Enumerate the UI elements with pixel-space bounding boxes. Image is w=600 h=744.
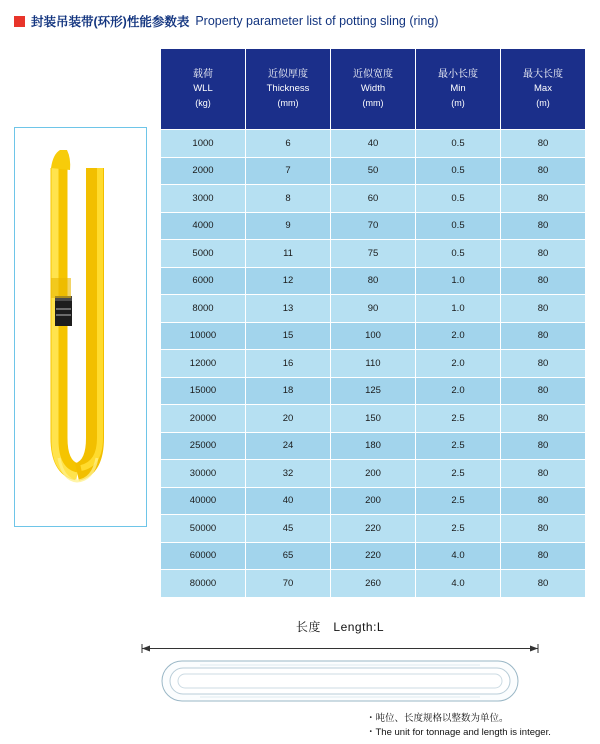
header-unit: (m) <box>536 98 550 109</box>
table-row <box>161 460 586 488</box>
page-title <box>14 12 439 30</box>
table-row <box>161 185 586 213</box>
cell-max-length: 80 <box>501 322 586 350</box>
header-en: Width <box>360 83 386 95</box>
cell-width: 80 <box>331 267 416 295</box>
cell-wll: 6000 <box>161 267 246 295</box>
cell-min-length: 2.5 <box>416 460 501 488</box>
header-cn: 近似厚度 <box>268 68 308 80</box>
product-photo-box <box>14 127 147 527</box>
cell-thickness: 15 <box>246 322 331 350</box>
cell-min-length: 0.5 <box>416 157 501 185</box>
cell-wll: 10000 <box>161 322 246 350</box>
cell-thickness: 9 <box>246 212 331 240</box>
spec-table-wrapper <box>160 48 586 598</box>
spec-table-head <box>161 49 586 130</box>
cell-wll: 25000 <box>161 432 246 460</box>
table-row <box>161 377 586 405</box>
table-row <box>161 295 586 323</box>
header-cn: 最小长度 <box>438 68 478 80</box>
cell-width: 60 <box>331 185 416 213</box>
cell-min-length: 2.5 <box>416 405 501 433</box>
cell-width: 200 <box>331 487 416 515</box>
cell-min-length: 2.0 <box>416 377 501 405</box>
cell-thickness: 32 <box>246 460 331 488</box>
cell-width: 40 <box>331 130 416 158</box>
cell-thickness: 65 <box>246 542 331 570</box>
cell-max-length: 80 <box>501 570 586 598</box>
cell-wll: 30000 <box>161 460 246 488</box>
cell-max-length: 80 <box>501 157 586 185</box>
length-label: 长度 Length:L <box>295 620 385 634</box>
cell-wll: 3000 <box>161 185 246 213</box>
cell-wll: 1000 <box>161 130 246 158</box>
spec-table-body <box>161 130 586 598</box>
cell-width: 50 <box>331 157 416 185</box>
header-en: Thickness <box>266 83 310 95</box>
header-en: Min <box>450 83 466 95</box>
header-en: Max <box>534 83 552 95</box>
cell-thickness: 45 <box>246 515 331 543</box>
cell-min-length: 0.5 <box>416 240 501 268</box>
table-row <box>161 267 586 295</box>
cell-width: 150 <box>331 405 416 433</box>
header-en: WLL <box>193 83 213 95</box>
table-row <box>161 212 586 240</box>
cell-min-length: 4.0 <box>416 570 501 598</box>
note-line-en: ・The unit for tonnage and length is integer. <box>366 727 551 739</box>
cell-max-length: 80 <box>501 185 586 213</box>
cell-min-length: 1.0 <box>416 267 501 295</box>
column-header-wll <box>161 49 246 130</box>
cell-max-length: 80 <box>501 515 586 543</box>
table-row <box>161 542 586 570</box>
cell-width: 90 <box>331 295 416 323</box>
note-line-cn: ・吨位、长度规格以整数为单位。 <box>366 713 509 724</box>
title-marker-icon <box>14 16 25 27</box>
cell-thickness: 20 <box>246 405 331 433</box>
header-cn: 近似宽度 <box>353 68 393 80</box>
title-english: Property parameter list of potting sling (ring) <box>195 14 439 28</box>
cell-max-length: 80 <box>501 130 586 158</box>
table-row <box>161 515 586 543</box>
header-unit: (mm) <box>362 98 384 109</box>
table-row <box>161 487 586 515</box>
cell-max-length: 80 <box>501 432 586 460</box>
cell-wll: 4000 <box>161 212 246 240</box>
cell-wll: 5000 <box>161 240 246 268</box>
cell-min-length: 0.5 <box>416 130 501 158</box>
cell-thickness: 18 <box>246 377 331 405</box>
cell-max-length: 80 <box>501 212 586 240</box>
cell-wll: 20000 <box>161 405 246 433</box>
cell-min-length: 0.5 <box>416 212 501 240</box>
cell-min-length: 0.5 <box>416 185 501 213</box>
cell-wll: 50000 <box>161 515 246 543</box>
cell-width: 220 <box>331 515 416 543</box>
table-row <box>161 322 586 350</box>
column-header-max-length <box>501 49 586 130</box>
table-row <box>161 350 586 378</box>
cell-width: 200 <box>331 460 416 488</box>
cell-thickness: 40 <box>246 487 331 515</box>
table-header-row <box>161 49 586 130</box>
cell-max-length: 80 <box>501 350 586 378</box>
cell-max-length: 80 <box>501 542 586 570</box>
cell-min-length: 2.5 <box>416 487 501 515</box>
cell-thickness: 12 <box>246 267 331 295</box>
cell-min-length: 2.5 <box>416 515 501 543</box>
cell-max-length: 80 <box>501 405 586 433</box>
header-cn: 载荷 <box>193 68 213 80</box>
cell-max-length: 80 <box>501 460 586 488</box>
title-chinese: 封装吊装带(环形)性能参数表 <box>31 15 190 29</box>
spec-table <box>160 48 586 598</box>
column-header-thickness <box>246 49 331 130</box>
table-row <box>161 240 586 268</box>
cell-width: 125 <box>331 377 416 405</box>
notes-block <box>366 712 551 741</box>
table-row <box>161 432 586 460</box>
cell-min-length: 4.0 <box>416 542 501 570</box>
cell-wll: 80000 <box>161 570 246 598</box>
cell-width: 110 <box>331 350 416 378</box>
cell-width: 100 <box>331 322 416 350</box>
cell-max-length: 80 <box>501 267 586 295</box>
table-row <box>161 157 586 185</box>
cell-thickness: 8 <box>246 185 331 213</box>
cell-width: 70 <box>331 212 416 240</box>
header-unit: (kg) <box>195 98 211 109</box>
column-header-min-length <box>416 49 501 130</box>
cell-width: 180 <box>331 432 416 460</box>
header-unit: (m) <box>451 98 465 109</box>
cell-max-length: 80 <box>501 240 586 268</box>
header-unit: (mm) <box>277 98 299 109</box>
cell-width: 220 <box>331 542 416 570</box>
table-row <box>161 130 586 158</box>
cell-min-length: 1.0 <box>416 295 501 323</box>
cell-max-length: 80 <box>501 295 586 323</box>
cell-max-length: 80 <box>501 487 586 515</box>
cell-thickness: 24 <box>246 432 331 460</box>
cell-wll: 2000 <box>161 157 246 185</box>
cell-max-length: 80 <box>501 377 586 405</box>
round-sling-photo <box>15 128 146 526</box>
cell-wll: 12000 <box>161 350 246 378</box>
cell-width: 75 <box>331 240 416 268</box>
cell-thickness: 70 <box>246 570 331 598</box>
cell-width: 260 <box>331 570 416 598</box>
cell-min-length: 2.0 <box>416 350 501 378</box>
cell-thickness: 6 <box>246 130 331 158</box>
cell-min-length: 2.0 <box>416 322 501 350</box>
column-header-width <box>331 49 416 130</box>
cell-thickness: 13 <box>246 295 331 323</box>
length-diagram <box>130 618 550 708</box>
cell-min-length: 2.5 <box>416 432 501 460</box>
cell-wll: 15000 <box>161 377 246 405</box>
cell-wll: 40000 <box>161 487 246 515</box>
cell-wll: 60000 <box>161 542 246 570</box>
cell-thickness: 7 <box>246 157 331 185</box>
cell-wll: 8000 <box>161 295 246 323</box>
header-cn: 最大长度 <box>523 68 563 80</box>
table-row <box>161 405 586 433</box>
cell-thickness: 11 <box>246 240 331 268</box>
dimension-line <box>140 644 540 653</box>
cell-thickness: 16 <box>246 350 331 378</box>
flat-sling-outline <box>140 657 540 705</box>
table-row <box>161 570 586 598</box>
